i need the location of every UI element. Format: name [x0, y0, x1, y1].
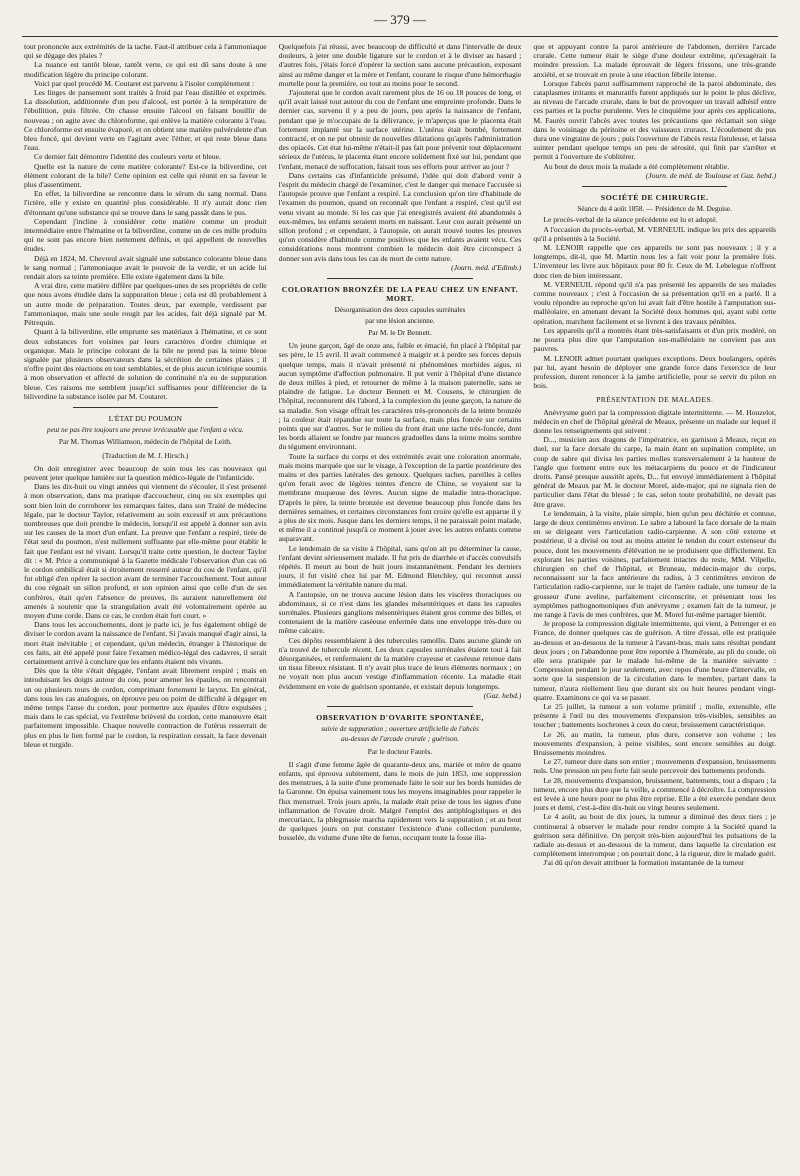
paragraph: On doit enregistrer avec beaucoup de soin tous les cas nouveaux qui peuvent jeter quelque lumière sur la question médico-légale de l'infanticide. — [24, 463, 267, 482]
paragraph: Quelle est la nature de cette matière colorante? Est-ce la biliverdine, cet élément colorant de la bile? Cette opinion est celle qui réunit en sa faveur le plus d'assentiment. — [24, 161, 267, 190]
header-rule — [22, 36, 778, 37]
section-divider — [73, 407, 219, 408]
paragraph: J'ajouterai que le cordon avait rarement plus de 16 ou 18 pouces de long, et qu'il avait laissé tout autour du cou de l'enfant une empreinte profonde. Dans le dernier cas, survenu il y a peu de jours, peu après la naissance de l'enfant, pendant que je m'occupais de la délivrance, je m'aperçus que le placenta était fortement implanté sur la surface utérine. L'utérus était bombé, fortement contracté, et on ne put obtenir de nouvelles dilatations qu'après l'administration des opiacés. Cet état lui-même n'était-il pas fait pour prévenir tout déplacement sérieux de l'utérus, le placenta étant encore solidement fixé sur lui, pendant que l'enfant, menacé de suffocation, faisait tous ses efforts pour arriver au jour ? — [278, 88, 522, 171]
column-3 — [533, 42, 776, 1170]
paragraph: A vrai dire, cette matière diffère par quelques-unes de ses propriétés de celle que nous avons étudiée dans la suppuration bleue ; cela est dû probablement à un autre mode de préparation. Toutes deux, par exemple, verdissent par l'ammoniaque, mais une seule rougit par les acides, fait déjà signalé par M. Pétrequin. — [24, 281, 267, 328]
article-byline: Par M. Thomas Williamson, médecin de l'hôpital de Leith. — [58, 437, 232, 447]
paragraph: Je propose la compression digitale intermittente, qui vient, à Petrenger et en France, de donner quelques cas de guérison. A titre d'essai, elle est pratiquée au-dessus et au-dessous de la tumeur à l'avant-bras, mais sans résultat pendant deux jours ; on l'abandonne pour être reportée à l'humérale, au pli du coude, où elle sera pratiquée par le malade lui-même de la manière suivante : Compression pendant le jour seulement, avec repos d'une heure d'intervalle, en sorte que la suspension de la circulation dans le membre, partant dans la tumeur, n'aura réellement lieu que durant six ou huit heures pendant vingt-quatre. Examinons ce qui va se passer. — [533, 619, 777, 702]
paragraph: Dès que la tête s'était dégagée, l'enfant avait librement respiré ; mais en introduisant les doigts autour du cou, pour amener les épaules, on rencontrait un ou plusieurs tours de cordon, comprimant fortement le larynx. En général, dans tous les cas analogues, on éprouve peu ou point de difficulté à dégager en même temps l'anse du cordon, pour permettre aux épaules d'être expulsées ; mais dans le cas spécial, vu l'extrême brièveté du cordon, cette manœuvre était parfaitement impossible. Chaque nouvelle contraction de l'utérus resserrait de plus en plus le lien formé par le cordon, la respiration cessait, la face devenait bleue et turgide. — [24, 666, 267, 749]
paragraph: Dans certains cas d'infanticide présumé, l'idée qui doit d'abord venir à l'esprit du médecin chargé de l'examiner, c'est le danger qui menace l'accusée si l'autopsie prouve que l'enfant a respiré. La conclusion qu'on tire d'habitude de l'examen du poumon, quand on reconnaît que l'enfant a respiré, c'est qu'il est venu vivant au monde. Si les cas que j'ai enregistrés avaient été abandonnés à eux-mêmes, les enfants seraient morts en naissant. Leur cou aurait présenté un sillon profond ; et cependant, à l'autopsie, on aurait trouvé toutes les preuves qu'on considère d'habitude comme positives que les enfants avaient vécu. Ces considérations nous montrent combien le médecin doit être circonspect à donner son avis dans tous les cas de mort de cette nature. — [278, 170, 522, 263]
paragraph: Le lendemain de sa visite à l'hôpital, sans qu'on ait pu déterminer la cause, l'enfant devint sérieusement malade. Il fut pris de diarrhée et d'accès convulsifs répétés. Il meurt au bout de huit jours instantanément. Pendant les derniers jours, il fut visité chez lui par M. Edmond Bletchley, qui reconnut aussi immédiatement la véritable nature du mal. — [278, 543, 522, 590]
paragraph: M. LENOIR rappelle que ces appareils ne sont pas nouveaux ; il y a longtemps, dit-il, que M. Martin nous les a fait voir pour la première fois. L'inventeur les livre aux hôpitaux pour 80 fr. Ceux de M. Lebelegue n'offrent donc rien de bien intéressant. — [533, 243, 777, 280]
paragraph: Le 26, au matin, la tumeur, plus dure, conserve son volume ; les mouvements d'expansion, à peine visibles, sont encore sensibles au doigt. Bruissements moindres. — [533, 729, 777, 758]
paragraph: J'ai dû qu'on devait attribuer la formation instantanée de la tumeur — [543, 858, 745, 868]
paragraph: Voici par quel procédé M. Coutaret est parvenu à l'isoler complètement : — [34, 78, 255, 88]
article-byline: Par le docteur Faurès. — [367, 746, 433, 756]
paragraph: A l'occasion du procès-verbal, M. VERNEUIL indique les prix des appareils qu'il a présentés à la Société. — [533, 224, 777, 243]
paragraph: M. LENOIR admet pourtant quelques exceptions. Deux boulangers, opérés par lui, ayant besoin de déployer une grande force dans l'exercice de leur profession, durent renoncer à la jambe artificielle, pour se servir du pilon en bois. — [533, 353, 777, 391]
paragraph: tout prononcée aux extrémités de la tache. Faut-il attribuer cela à l'ammoniaque qui se dégage des plaies ? — [24, 42, 267, 61]
paragraph: D..., musicien aux dragons de l'impératrice, en garnison à Meaux, reçut en duel, sur la face dorsale du carpe, la main étant en supination complète, un coup de sabre qui divisa les parties molles transversalement à la hauteur de l'angle que forment entre eux les métacarpiens du pouce et de l'indicateur droits. Pansé presque aussitôt après, D... fut envoyé immédiatement à l'hôpital général de Meaux par M. le docteur Morel, aide-major, qui ne signala rien de particulier dans l'état du blessé ; le cas, selon toute probabilité, ne devait pas être grave. — [533, 435, 777, 509]
paragraph: Ce dernier fait démontre l'identité des couleurs verte et bleue. — [34, 152, 221, 162]
article-title: SOCIÉTÉ DE CHIRURGIE. — [600, 193, 709, 203]
section-divider — [582, 186, 728, 187]
paragraph: Le procès-verbal de la séance précédente est lu et adopté. — [543, 215, 718, 225]
article-byline: Par M. le Dr Bennett. — [368, 327, 432, 337]
paragraph: Au bout de deux mois la malade a été complètement rétablie. — [543, 161, 730, 171]
article-subtitle: Désorganisation des deux capsules surrénales — [334, 306, 466, 315]
column-2 — [279, 42, 522, 1170]
paragraph: Un jeune garçon, âgé de onze ans, faible et émacié, fut placé à l'hôpital par ses père, le 15 avril. Il avait commencé à maigrir et à perdre ses forces depuis quelque temps, mais il n'avait présenté ni phénomènes morbides aigus, ni aucun symptôme d'affection pulmonaire. Il put venir à l'hôpital d'une distance de deux milles à pied, et retourner de même à la maison paternelle, sans se plaindre de fatigue. Le docteur Bennett et M. Cousens, le chirurgien de l'hôpital, reconnurent dès l'abord, à la complexion du jeune garçon, la nature de sa maladie. Son visage offrait les caractères très-prononcés de la teinte bronzée ; la couleur était répandue sur toute la surface, mais plus foncée sur certains points que sur d'autres. Sur le milieu du front était une tache très-foncée, dont les bords allaient se fondre par nuances graduelles dans la teinte moins sombre du tégument environnant. — [278, 341, 522, 452]
paragraph: Les appareils qu'il a montrés étant très-satisfaisants et d'un prix modéré, on ne pourra plus dire que l'amputation sus-malléolaire ne convient pas aux pauvres. — [533, 325, 777, 354]
page-number: — 379 — — [374, 12, 426, 27]
paragraph: M. VERNEUIL répond qu'il n'a pas présenté les appareils de ses malades comme nouveaux ; c'est à l'occasion de sa présentation qu'il en a parlé. Il a voulu répondre au reproche qu'on lui avait fait d'être hostile à l'amputation sus-malléolaire, en amenant devant la Société deux hommes qui, ayant subi cette opération, marchent facilement et se livrent à des travaux pénibles. — [533, 279, 777, 326]
article-subtitle: suivie de suppuration ; ouverture artificielle de l'abcès — [321, 725, 479, 734]
paragraph: Toute la surface du corps et des extrémités avait une coloration anormale, mais moins marquée que sur le visage, à l'exception de la partie postérieure des mains et des parties latérales des genoux. Quelques taches, pareilles à celles qu'on ferait avec de légères teintes d'encre de Chine, se voyaient sur la membrane muqueuse des lèvres. Aucun signe de maladie intra-thoracique. D'après le père, la teinte bronzée est devenue beaucoup plus foncée dans les dernières semaines, et certaines circonstances font croire qu'elle est apparue il y a plus de six mois. Jusque dans les derniers temps, il ne paraissait point malade, et même il a continué jusqu'à ce moment à jouer avec les autres enfants comme auparavant. — [278, 451, 522, 544]
article-subtitle: au-dessus de l'arcade crurale ; guérison. — [341, 735, 459, 744]
paragraph: Le 28, mouvements d'expansion, bruissement, battements, tout a disparu ; la tumeur, encore plus dure que la veille, a commencé à décroître. La compression est levée à une heure pour ne plus être reprise. Elle a été exercée pendant deux jours et demi, c'est-à-dire dix-huit ou vingt heures seulement. — [533, 775, 777, 813]
section-divider — [327, 278, 473, 279]
article-title: OBSERVATION D'OVARITE SPONTANÉE, — [316, 713, 484, 723]
source-citation: (Journ. de méd. de Toulouse et Gaz. hebd.) — [645, 170, 777, 180]
section-subheading: PRÉSENTATION DE MALADES. — [596, 395, 714, 405]
source-citation: (Gaz. hebd.) — [483, 690, 522, 700]
paragraph: Quant à la biliverdine, elle emprunte ses matériaux à l'hématine, et ce sont deux substances fort voisines par leurs caractères d'ordre chimique et organique. Mais le principe colorant de la bile ne prend pas la teinte bleue signalée par plusieurs observateurs dans la sécrétion de certaines plaies ; il n'offre point des réactions en tout semblables, et de plus aucun ictérique soumis à mon observation et affecté de solution de continuité n'a eu de suppuration bleue. Ces raisons me semblent jusqu'ici suffisantes pour différencier de la biliverdine la substance isolée par M. Coutaret. — [24, 327, 267, 401]
paragraph: que et appuyant contre la paroi antérieure de l'abdomen, derrière l'arcade crurale. Cette tumeur était le siège d'une douleur extrême, qu'exagérait la moindre pression. La malade éprouvait de légers frissons, une très-grande anxiété, et se trouvait en proie à une réaction fébrile intense. — [533, 42, 777, 79]
article-title: COLORATION BRONZÉE DE LA PEAU CHEZ UN ENFANT. MORT. — [281, 285, 519, 304]
paragraph: Anévrysme guéri par la compression digitale intermittente. — M. Houzelot, médecin en chef de l'hôpital général de Meaux, présente un malade sur lequel il donne les renseignements qui suivent : — [533, 407, 777, 435]
paragraph: En effet, la biliverdine se rencontre dans le sérum du sang normal. Dans l'ictère, elle y existe en quantité plus considérable. Il n'y aurait donc rien d'étonnant qu'une substance qui se trouve dans le sang passât dans le pus. — [24, 189, 267, 217]
paragraph: Dans les dix-huit ou vingt années qui viennent de s'écouler, il s'est présenté à mon observation, dans ma pratique d'accoucheur, cinq ou six exemples qui sont bien loin de corroborer les remarques faites, dans son Traité de médecine légale, par le docteur Taylor, relativement au soin excessif et aux précautions nombreuses que doit prendre le médecin, lorsqu'il est appelé à donner son avis sur les causes de la mort d'un enfant. La preuve que l'enfant a respiré, tirée de l'état seul du poumon, n'est nullement suffisante par elle-même pour établir le fait que l'enfant est né vivant. Lorsqu'il traite cette question, le docteur Taylor dit : « M. Price a communiqué à la Gazette médicale l'observation d'un cas où le cordon ombilical était si étroitement resserré autour du cou de l'enfant, qu'il fut obligé d'en opérer la section avant de terminer l'accouchement. Tout autour du cou régnait un sillon profond, et son opinion ainsi que celle d'un de ses confrères, était qu'en l'absence de preuves, ils auraient naturellement été amenés à soutenir que la strangulation avait été volontairement opérée au moyen d'une corde. Dans ce cas, le cordon était fort court. » — [24, 482, 267, 620]
paragraph: Le lendemain, à la visite, plaie simple, bien qu'un peu déchirée et contuse, large de deux centimètres environ. Le sabre a labouré la face dorsale de la main en se dirigeant vers l'articulation radio-carpienne. A son côté externe et postérieur, il a divisé ou tout au moins atteint le tendon du court extenseur du pouce, dont les mouvements d'élévation ne se produisent que difficilement. En explorant les parties voisines, parfaitement intactes du reste, MM. Vilpelle, chirurgien en chef de l'hôpital, et Bruneau, médecin-major du corps, reconnaissent sur la face antérieure du radius, à 3 centimètres environ de l'articulation radio-carpienne, sur le trajet de l'artère radiale, une tumeur de la grosseur d'une aveline, parfaitement circonscrite, et présentant tous les symptômes pathognomoniques d'un anévrysme ; examen fait de la tumeur, je me range à l'avis de mes confrères, que M. Morel fut-même partager bientôt. — [533, 508, 777, 619]
paragraph: Le 4 août, au bout de dix jours, la tumeur a diminué des deux tiers ; je continuerai à observer le malade pour rendre compte à la Société quand la guérison sera définitive. On perçoit très-bien aujourd'hui les pulsations de la radiale au-dessus et au-dessous de la tumeur, dans laquelle la circulation est complètement interrompue ; on pourrait donc, à la rigueur, dire le malade guéri. — [533, 812, 777, 859]
paragraph: Cependant j'incline à considérer cette matière comme un produit intermédiaire entre l'hématine et la biliverdine, comme un de ces mille produits qui ne sont pas encore bien nettement définis, et qui appellent de nouvelles études. — [24, 216, 267, 254]
paragraph: Déjà en 1824, M. Chevreul avait signalé une substance colorante bleue dans le sang normal ; l'ammoniaque avait le pouvoir de la verdir, et un acide lui rendait alors sa teinte première. Elle existe également dans la bile. — [24, 253, 267, 282]
paragraph: La nuance est tantôt bleue, tantôt verte, ce qui est dû sans doute à une modification légère du principe colorant. — [24, 60, 267, 79]
article-subtitle: peut ne pas être toujours une preuve irrécusable que l'enfant a vécu. — [47, 426, 244, 435]
paragraph: Le 25 juillet, la tumeur a son volume primitif ; molle, extensible, elle présente à l'œil nu des mouvements d'expansion très-visibles, sensibles au toucher ; battements isochrones à ceux du cœur, bruissement caractéristique. — [533, 702, 777, 730]
paragraph: Quelquefois j'ai réussi, avec beaucoup de difficulté et dans l'intervalle de deux douleurs, à jeter une double ligature sur le cordon et à le diviser au hasard ; d'autres fois, j'étais forcé d'opérer la section sans aucune précaution, exposant ainsi au même danger et la mère et l'enfant, courant le risque d'une hémorrhagie mortelle pour la première, ou tout au moins pour le second. — [278, 42, 522, 88]
text-columns — [24, 42, 776, 1170]
session-line: Séance du 4 août 1858. — Présidence de M. Deguise. — [577, 205, 732, 214]
paragraph: Les linges de pansement sont traités à froid par l'eau distillée et exprimés. La dissolution, additionnée d'un peu d'alcool, est portée à la température de l'ébullition, puis filtrée. On chasse ensuite l'alcool en faisant bouillir de nouveau ; on agite avec du chloroforme, qui enlève la matière colorante à l'eau. Ce chloroforme est ensuite évaporé, et on obtient une matière pulvérulente d'un bleu foncé, qui devient verte en l'agitant avec l'éther, et qui reste bleue dans l'eau. — [24, 88, 267, 153]
section-divider — [327, 706, 473, 707]
article-subtitle: par une lésion ancienne. — [365, 316, 435, 325]
paragraph: Lorsque l'abcès parut suffisamment rapproché de la paroi abdominale, des cataplasmes irritants et maturatifs furent appliqués sur le point le plus déclive, au niveau de l'arcade crurale, dans le but de provoquer un travail adhésif entre ces parties et la poche purulente. Vers le cinquième jour après ces applications, M. Faurès ouvrit l'abcès avec toutes les précautions que réclamait son siège dans le voisinage du péritoine et des vaisseaux cruraux. L'écoulement du pus dura une vingtaine de jours ; puis l'ouverture de l'abcès resta fistuleuse, et laissa suinter pendant quelque temps un peu de sérosité, qui finit par s'arrêter et permit à l'ouverture de s'oblitérer. — [533, 78, 777, 162]
source-citation: (Journ. méd. d'Edimb.) — [451, 262, 522, 272]
paragraph: A l'autopsie, on ne trouva aucune lésion dans les viscères thoraciques ou abdominaux, si ce n'est dans les glandes mésentériques et dans les capsules surrénales. Plusieurs ganglions mésentériques étaient gros comme des billes, et contenaient de la matière caséeuse enfermée dans une enveloppe très-dure ou même calcaire. — [278, 589, 522, 636]
column-1 — [24, 42, 267, 1170]
paragraph: Dans tous les accouchements, dont je parle ici, je fus également obligé de diviser le cordon avant la naissance de l'enfant. Si j'avais manqué d'agir ainsi, la mort était inévitable ; et cependant, qu'un médecin, étranger à l'historique de ces faits, ait été appelé pour faire l'examen médico-légal des cadavres, il serait certainement arrivé à conclure que les enfants étaient nés vivants. — [24, 620, 267, 666]
article-title: L'ÉTAT DU POUMON — [108, 413, 183, 423]
paragraph: Le 27, tumeur dure dans son entier ; mouvements d'expansion, bruissements nuls. Une pression un peu forte fait seule percevoir des battements profonds. — [533, 757, 777, 776]
paragraph: Il s'agit d'une femme âgée de quarante-deux ans, mariée et mère de quatre enfants, qui éprouva subitement, dans le mois de juin 1853, une suppression des menstrues, à la suite d'une promenade faite le soir sur les bords humides de la Garonne. On épuisa vainement tous les moyens imaginables pour rappeler le flux menstruel. Trois jours après, la malade était prise de tous les signes d'une inflammation de l'ovaire droit. Malgré l'emploi des antiphlogistiques et des mercuriaux, la phlegmasie marcha rapidement vers la suppuration ; et au bout de quelques jours on put constater l'existence d'une collection purulente, bosselée, du volume d'une tête de fœtus, occupant toute la fosse ilia- — [278, 759, 522, 843]
paragraph: Ces dépôts ressemblaient à des tubercules ramollis. Dans aucune glande on n'a trouvé de tubercule récent. Les deux capsules surrénales étaient tout à fait désorganisées, et renfermaient de la matière crayeuse et caséeuse retenue dans un tissu fibreux résistant. Il n'y avait plus trace de leurs éléments normaux ; on ne voyait non plus aucun vestige d'inflammation récente. La maladie était évidemment en voie de guérison spontanée, et existait depuis longtemps. — [278, 635, 522, 691]
article-translator: (Traduction de M. J. Hirsch.) — [102, 450, 189, 460]
